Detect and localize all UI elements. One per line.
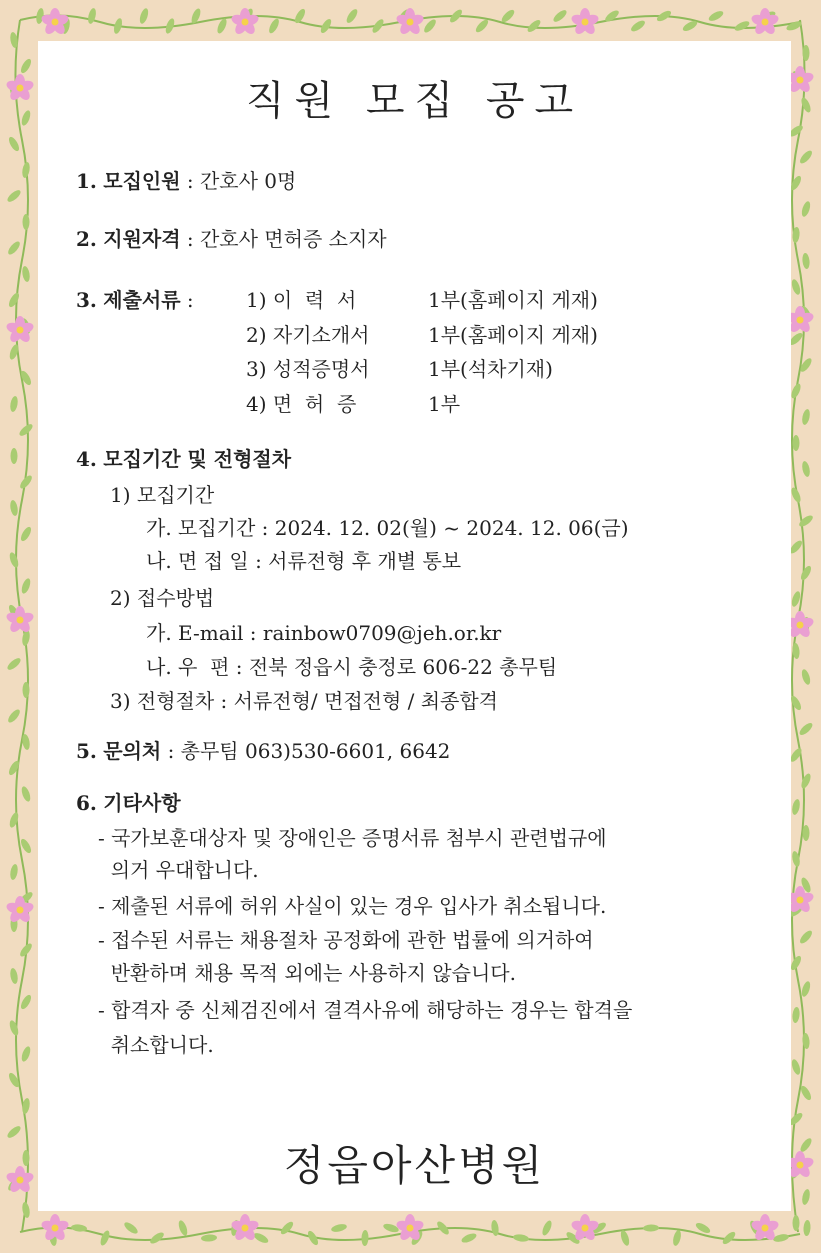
- leaf-icon: [789, 694, 803, 711]
- leaf-icon: [474, 18, 490, 34]
- doc-item-name: 3) 성적증명서: [246, 357, 370, 381]
- doc-item-name: 4) 면 허 증: [246, 392, 357, 416]
- leaf-icon: [6, 1124, 23, 1140]
- doc-item-qty: 1부(석차기재): [428, 357, 553, 381]
- leaf-icon: [330, 1223, 347, 1234]
- leaf-icon: [19, 57, 33, 74]
- section-1-value: 간호사 0명: [199, 169, 297, 193]
- leaf-icon: [790, 278, 802, 295]
- leaf-icon: [87, 7, 98, 24]
- flower-icon: [5, 316, 35, 344]
- leaf-icon: [791, 798, 801, 815]
- leaf-icon: [20, 1045, 32, 1062]
- leaf-icon: [20, 577, 32, 594]
- leaf-icon: [793, 435, 800, 451]
- section-6-label: 기타사항: [103, 791, 181, 815]
- leaf-icon: [20, 109, 32, 126]
- section-1: [76, 167, 296, 195]
- section-2-sep: :: [180, 227, 200, 251]
- leaf-icon: [526, 18, 543, 34]
- leaf-icon: [460, 1232, 477, 1245]
- leaf-icon: [707, 9, 724, 23]
- page-title: 직원 모집 공고: [245, 78, 584, 124]
- section-5: [76, 737, 450, 765]
- leaf-icon: [23, 214, 30, 230]
- section-5-sep: :: [161, 739, 181, 763]
- leaf-icon: [8, 1019, 20, 1036]
- flower-icon: [750, 8, 780, 36]
- leaf-icon: [793, 1215, 800, 1231]
- section-1-number: 1.: [76, 169, 97, 193]
- leaf-icon: [177, 1219, 189, 1236]
- etc-line: 의거 우대합니다.: [98, 858, 259, 882]
- leaf-icon: [19, 525, 33, 542]
- leaf-icon: [361, 1230, 369, 1246]
- recruit-period: 가. 모집기간 : 2024. 12. 02(월) ~ 2024. 12. 06(금): [146, 516, 629, 540]
- leaf-icon: [6, 240, 22, 257]
- section-4: [76, 445, 291, 473]
- leaf-icon: [513, 1233, 530, 1242]
- leaf-icon: [803, 825, 810, 841]
- leaf-icon: [8, 551, 20, 568]
- etc-line: - 접수된 서류는 채용절차 공정화에 관한 법률에 의거하여: [98, 928, 594, 952]
- leaf-icon: [772, 1233, 789, 1243]
- etc-line: 반환하며 채용 목적 외에는 사용하지 않습니다.: [98, 961, 516, 985]
- leaf-icon: [99, 1229, 111, 1246]
- etc-line: - 국가보훈대상자 및 장애인은 증명서류 첨부시 관련법규에: [98, 826, 607, 850]
- leaf-icon: [6, 656, 23, 672]
- leaf-icon: [422, 18, 438, 35]
- flower-icon: [395, 8, 425, 36]
- section-2-value: 간호사 면허증 소지자: [199, 227, 387, 251]
- leaf-icon: [643, 1224, 659, 1232]
- leaf-icon: [21, 162, 31, 179]
- section-6-number: 6.: [76, 791, 97, 815]
- leaf-icon: [541, 1219, 554, 1236]
- leaf-icon: [798, 721, 815, 737]
- leaf-icon: [790, 382, 803, 399]
- hospital-name: 정읍아산병원: [283, 1141, 546, 1190]
- leaf-icon: [6, 188, 23, 204]
- leaf-icon: [801, 1188, 811, 1205]
- leaf-icon: [21, 266, 31, 283]
- leaf-icon: [803, 1220, 811, 1236]
- leaf-icon: [800, 980, 812, 997]
- leaf-icon: [800, 96, 813, 113]
- section-5-value: 총무팀 063)530-6601, 6642: [180, 739, 451, 763]
- leaf-icon: [252, 1231, 269, 1245]
- leaf-icon: [619, 1229, 631, 1246]
- leaf-icon: [7, 135, 21, 152]
- leaf-icon: [803, 45, 810, 61]
- etc-line: - 합격자 중 신체검진에서 결격사유에 해당하는 경우는 합격을: [98, 998, 633, 1022]
- leaf-icon: [6, 708, 22, 725]
- etc-line: - 제출된 서류에 허위 사실이 있는 경우 입사가 취소됩니다.: [98, 894, 607, 918]
- leaf-icon: [672, 1229, 683, 1246]
- leaf-icon: [9, 968, 19, 985]
- section-1-label: 모집인원: [103, 169, 181, 193]
- leaf-icon: [790, 486, 803, 503]
- leaf-icon: [8, 811, 20, 828]
- leaf-icon: [9, 396, 19, 413]
- doc-item-name: 2) 자기소개서: [246, 323, 370, 347]
- leaf-icon: [802, 253, 811, 270]
- apply-method-heading: 2) 접수방법: [110, 586, 215, 610]
- leaf-icon: [798, 1136, 813, 1153]
- leaf-icon: [800, 668, 812, 685]
- leaf-icon: [11, 448, 18, 464]
- section-1-sep: :: [180, 169, 200, 193]
- interview-date: 나. 면 접 일 : 서류전형 후 개별 통보: [146, 549, 462, 573]
- section-5-number: 5.: [76, 739, 97, 763]
- leaf-icon: [201, 1234, 217, 1242]
- leaf-icon: [267, 17, 281, 34]
- leaf-icon: [792, 1007, 801, 1024]
- section-2-label: 지원자격: [103, 227, 181, 251]
- leaf-icon: [138, 7, 150, 24]
- leaf-icon: [18, 422, 35, 438]
- section-3-label: 제출서류: [103, 288, 181, 312]
- flower-icon: [5, 896, 35, 924]
- section-4-label: 모집기간 및 전형절차: [103, 447, 292, 471]
- section-3-sep: :: [180, 288, 194, 312]
- apply-post: 나. 우 편 : 전북 정읍시 충정로 606-22 총무팀: [146, 655, 558, 679]
- section-4-number: 4.: [76, 447, 97, 471]
- leaf-icon: [733, 19, 750, 32]
- leaf-icon: [7, 291, 21, 308]
- leaf-icon: [9, 864, 19, 881]
- section-3: [76, 286, 194, 314]
- etc-line: 취소합니다.: [98, 1033, 214, 1057]
- leaf-icon: [21, 630, 31, 647]
- notice-paper: [38, 41, 791, 1211]
- leaf-icon: [23, 682, 30, 698]
- leaf-icon: [9, 500, 19, 517]
- section-6: [76, 789, 181, 817]
- doc-item-qty: 1부: [428, 392, 461, 416]
- leaf-icon: [789, 174, 803, 191]
- doc-item-name: 1) 이 력 서: [246, 288, 357, 312]
- leaf-icon: [800, 200, 812, 217]
- leaf-icon: [798, 149, 814, 166]
- section-5-label: 문의처: [103, 739, 162, 763]
- leaf-icon: [279, 1220, 295, 1236]
- apply-email: 가. E-mail : rainbow0709@jeh.or.kr: [146, 621, 502, 645]
- flower-icon: [570, 8, 600, 36]
- leaf-icon: [20, 785, 32, 802]
- leaf-icon: [798, 929, 814, 946]
- doc-item-qty: 1부(홈페이지 게재): [428, 323, 598, 347]
- leaf-icon: [552, 8, 569, 24]
- leaf-icon: [21, 1202, 31, 1219]
- leaf-icon: [345, 7, 360, 24]
- leaf-icon: [23, 1150, 30, 1166]
- leaf-icon: [801, 460, 811, 477]
- leaf-icon: [19, 993, 33, 1010]
- recruit-period-heading: 1) 모집기간: [110, 483, 215, 507]
- selection-process: 3) 전형절차 : 서류전형/ 면접전형 / 최종합격: [110, 689, 499, 713]
- flower-icon: [5, 74, 35, 102]
- leaf-icon: [801, 408, 811, 425]
- leaf-icon: [629, 19, 646, 34]
- flower-icon: [230, 8, 260, 36]
- leaf-icon: [148, 1230, 165, 1245]
- leaf-icon: [800, 772, 813, 789]
- doc-item-qty: 1부(홈페이지 게재): [428, 288, 598, 312]
- leaf-icon: [123, 1220, 140, 1235]
- section-2-number: 2.: [76, 227, 97, 251]
- leaf-icon: [799, 564, 813, 581]
- section-3-number: 3.: [76, 288, 97, 312]
- leaf-icon: [790, 1058, 802, 1075]
- section-2: [76, 225, 387, 253]
